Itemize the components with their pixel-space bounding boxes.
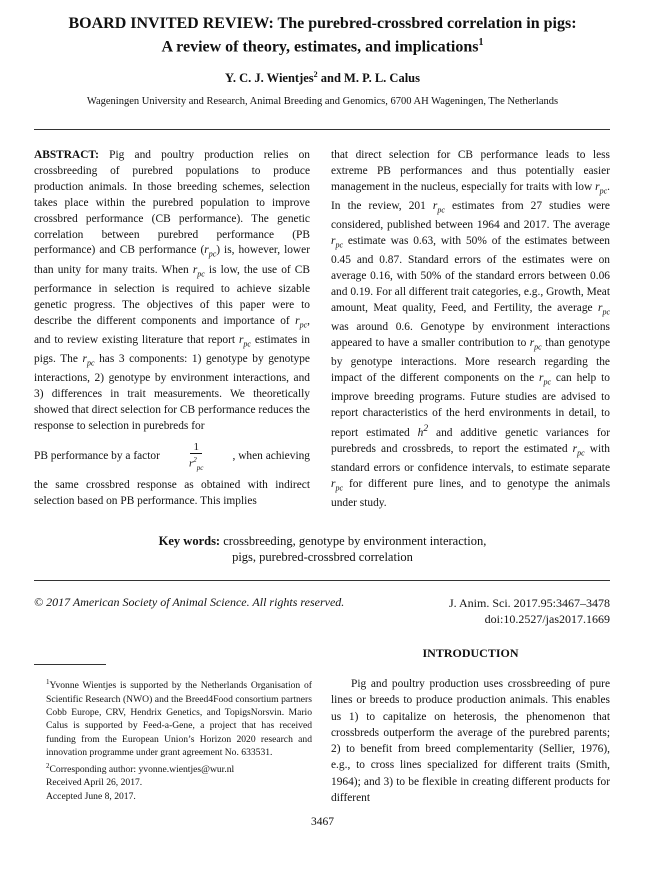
rpc-symbol: $r_{pc}$	[204, 244, 217, 259]
received-date: Received April 26, 2017.	[46, 777, 143, 789]
accepted-date: Accepted June 8, 2017.	[46, 790, 136, 802]
rpc-symbol: $r_{pc}$	[82, 353, 95, 368]
rpc-symbol: $r_{pc}$	[595, 180, 608, 196]
abstract-paragraph-cont: the same crossbred response as obtained with indirect selection based on PB performance. This implies	[34, 478, 310, 507]
keywords-label: Key words:	[158, 534, 221, 548]
authors: Y. C. J. Wientjes$^2$ and M. P. L. Calus	[224, 70, 420, 86]
rpc-symbol: $r_{pc}$	[529, 337, 542, 352]
abstract-left-column	[34, 148, 310, 509]
fraction-numerator: 1	[190, 441, 202, 454]
footnotes	[34, 676, 312, 803]
title-line-1: BOARD INVITED REVIEW: The purebred-crossbred correlation in pigs:	[68, 15, 577, 32]
journal-citation	[400, 595, 610, 627]
title-line-2: A review of theory, estimates, and implications$^1$	[161, 37, 484, 56]
rpc-symbol: $r_{pc}$	[192, 263, 205, 278]
affiliation: Wageningen University and Research, Animal Breeding and Genomics, 6700 AH Wageningen, The Netherlands	[86, 96, 559, 107]
introduction-heading: INTRODUCTION	[422, 646, 519, 660]
footnote-1: $^1$Yvonne Wientjes is supported by the Netherlands Organisation of Scientific Research (NWO) and the Breed4Food consortium partners Cobb Europe, CRV, Hendrix Genetics, and TopigsNorsvin. Mario Calus is supported by Feed-a-Gene, a project that has received funding from the European Union’s Horizon 2020 research and innovation programme under grant agreement No. 633531.	[46, 678, 312, 759]
rpc-symbol: $r_{pc}$	[295, 314, 308, 329]
abstract-right-column: that direct selection for CB performance leads to less extreme PB performances and thus potentially easier management in the nucleus, especially for traits with low $r_{pc}$. In the review, 201 $r_{pc}$ estimates from 27 studies were considered, published between 1964 and 2017. The average $r_{pc}$ estimate was 0.63, with 50% of the estimates between 0.45 and 0.87. Standard errors of the estimates were on average 0.16, with 50% of the standard errors between 0.06 and 0.19. For all different trait categories, e.g., Growth, Meat amount, Meat quality, Feed, and Fertility, the average $r_{pc}$ was around 0.6. Genotype by environment interactions appeared to have a smaller contribution to $r_{pc}$ than genotype by genotype interactions. More research regarding the impact of the different components on the $r_{pc}$ can help to improve breeding programs. Future studies are advised to report characteristics of the herd environments in detail, to report estimated $h^2$ and additive genetic variances for purebreds and crossbreds, to report the estimated $r_{pc}$ with standard errors or confidence intervals, to estimate separate $r_{pc}$ for different pure lines, and to genotype the animals under study.	[331, 149, 610, 510]
keywords: Key words: crossbreeding, genotype by environment interaction, pigs, purebred-crossbred correlation	[158, 534, 487, 564]
rpc-symbol: $r_{pc}$	[331, 477, 343, 493]
rpc-symbol: $r_{pc}$	[598, 302, 610, 317]
rpc-symbol: $r_{pc}$	[331, 235, 343, 250]
citation: J. Anim. Sci. 2017.95:3467–3478	[448, 596, 610, 610]
rpc-symbol: $r_{pc}$	[572, 442, 585, 458]
rpc-symbol: $r_{pc}$	[539, 372, 552, 387]
doi: doi:10.2527/jas2017.1669	[484, 612, 610, 626]
heritability-symbol: $h^2$	[417, 424, 429, 439]
factor-equation-line: PB performance by a factor $\frac{1}{r^2_{pc}}$ , when achieving	[34, 440, 310, 472]
fraction-denominator: $r^2_{pc}$	[189, 455, 204, 472]
footnote-divider	[34, 664, 106, 665]
introduction-text: Pig and poultry production uses crossbreeding of pure lines or breeds to produce production animals. This enables us 1) to capitalize on heterosis, the phenomenon that crossbreds outperform the average of the purebred parents; 2) to benefit from breed complementarity (Sellier, 1976), e.g., to cross lines specialized for different traits (Smith, 1964); and 3) to be flexible in creating different products for different	[331, 678, 610, 805]
page-number: 3467	[311, 816, 334, 828]
author-footnote-marker: 2	[313, 70, 318, 79]
fraction	[189, 441, 203, 474]
keywords-divider	[34, 580, 610, 581]
title-footnote-marker: 1	[478, 37, 484, 48]
header-divider	[34, 129, 610, 130]
copyright-notice: © 2017 American Society of Animal Science. All rights reserved.	[34, 595, 345, 609]
abstract-label: ABSTRACT:	[34, 149, 99, 161]
rpc-symbol: $r_{pc}$	[432, 200, 445, 215]
abstract-paragraph: ABSTRACT: Pig and poultry production relies on crossbreeding of purebred populations to produce production animals. In those breeding schemes, selection takes place within the purebred population to improve crossbred performance (CB performance). The genetic correlation between purebred performance (PB performance) and CB performance $(r_{pc})$ is, however, lower than unity for many traits. When $r_{pc}$ is low, the use of CB performance in selection is required to achieve sizable genetic progress. The objectives of this paper were to describe the different components and importance of $r_{pc}$, and to review existing literature that report $r_{pc}$ estimates in pigs. The $r_{pc}$ has 3 components: 1) genotype by genotype interactions, 2) genotype by environment interactions, and 3) differences in trait measurements. We theoretically showed that direct selection for CB performance reduces the response to selection in purebreds for	[34, 149, 310, 432]
footnote-2: $^2$Corresponding author: yvonne.wientjes@wur.nl	[46, 761, 235, 775]
rpc-symbol: $r_{pc}$	[238, 333, 251, 349]
article-title	[20, 14, 625, 56]
